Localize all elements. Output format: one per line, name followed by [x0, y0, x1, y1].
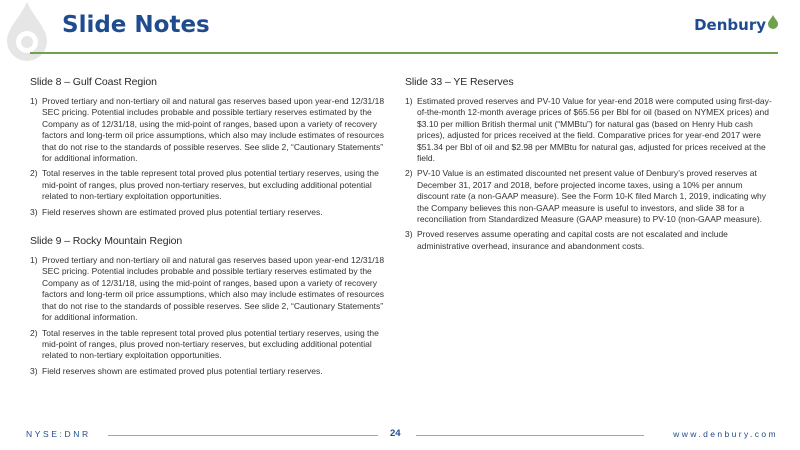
item-text: Estimated proved reserves and PV-10 Value for year-end 2018 were computed using first-day-of-the-month 12-month average prices of $65.56 per Bbl for oil (based on NYMEX prices) and $3.10 per million British thermal unit (“MMBtu”) for natural gas (based on Henry Hub cash prices), adjusted for prices received at the field. Comparative prices for year-end 2017 were $51.34 per Bbl of oil and $2.98 per MMBtu for natural gas, adjusted for prices received at the field.: [417, 96, 772, 164]
item-number: 1): [30, 96, 38, 106]
list-item: [30, 255, 392, 323]
notes-list: [30, 96, 392, 218]
footer-url: www.denbury.com: [673, 429, 778, 439]
item-number: 1): [405, 96, 413, 106]
item-number: 2): [405, 168, 413, 179]
list-item: [30, 366, 392, 377]
title-divider: [30, 52, 778, 54]
page-number: 24: [390, 428, 401, 439]
list-item: [405, 229, 773, 252]
footer-ticker: NYSE:DNR: [26, 429, 91, 439]
item-number: 1): [30, 255, 38, 266]
right-column: [405, 76, 773, 264]
left-column: [30, 76, 392, 389]
item-number: 2): [30, 168, 38, 179]
notes-list: [30, 255, 392, 377]
list-item: [405, 96, 773, 164]
item-text: Proved reserves assume operating and capital costs are not escalated and include administrative overhead, insurance and abandonment costs.: [417, 229, 728, 251]
item-number: 3): [30, 206, 38, 217]
item-number: 3): [30, 365, 38, 376]
notes-section-slide-8: [30, 76, 392, 218]
list-item: [30, 168, 392, 202]
brand-logo: [694, 16, 778, 34]
item-text: Proved tertiary and non-tertiary oil and natural gas reserves based upon year-end 12/31/18 SEC pricing. Potential includes probable and possible tertiary reserves estimated by the Company as of 12/31/18, using the mid-point of ranges, based upon a variety of recovery factors and long-term oil price assumptions, which also may include estimates of resources that do not rise to the standards of possible reserves. See slide 2, “Cautionary Statements” for additional information.: [42, 96, 385, 164]
section-heading: Slide 9 – Rocky Mountain Region: [30, 235, 183, 248]
page-title: Slide Notes: [62, 12, 210, 38]
list-item: [405, 168, 773, 225]
item-number: 3): [405, 229, 413, 240]
drop-icon: [768, 15, 778, 29]
item-text: Total reserves in the table represent total proved plus potential tertiary reserves, using the mid-point of ranges, plus proved non-tertiary reserves, but excluding additional potential related to non-tertiary exploitation opportunities.: [42, 327, 379, 361]
item-text: Field reserves shown are estimated proved plus potential tertiary reserves.: [42, 365, 323, 376]
notes-list: [405, 96, 773, 252]
item-text: Total reserves in the table represent total proved plus potential tertiary reserves, using the mid-point of ranges, plus proved non-tertiary reserves, but excluding additional potential related to non-tertiary exploitation opportunities.: [42, 168, 379, 202]
item-text: Field reserves shown are estimated proved plus potential tertiary reserves.: [42, 206, 323, 217]
list-item: [30, 328, 392, 362]
brand-name: Denbury: [694, 16, 766, 34]
notes-section-slide-9: [30, 235, 392, 377]
section-heading: Slide 8 – Gulf Coast Region: [30, 76, 157, 88]
item-text: Proved tertiary and non-tertiary oil and natural gas reserves based upon year-end 12/31/18 SEC pricing. Potential includes probable and possible tertiary reserves estimated by the Company as of 12/31/18, using the mid-point of ranges, based upon a variety of recovery factors and long-term oil price assumptions, which also may include estimates of resources that do not rise to the standards of possible reserves. See slide 2, “Cautionary Statements” for additional information.: [42, 255, 385, 323]
footer-divider-left: [108, 435, 378, 436]
footer-divider-right: [416, 435, 644, 436]
list-item: [30, 96, 392, 164]
item-text: PV-10 Value is an estimated discounted net present value of Denbury’s proved reserves at December 31, 2017 and 2018, before projected income taxes, using a 10% per annum discount rate (a non-GAAP measure). See the Form 10-K filed March 1, 2019, indicating why the Company believes this non-GAAP measure is useful to investors, and slide 38 for a reconciliation from Standardized Measure (GAAP measure) to PV-10 (non-GAAP measure).: [417, 168, 766, 225]
list-item: [30, 207, 392, 218]
section-heading: Slide 33 – YE Reserves: [405, 76, 514, 88]
notes-section-slide-33: [405, 76, 773, 252]
item-number: 2): [30, 327, 38, 338]
